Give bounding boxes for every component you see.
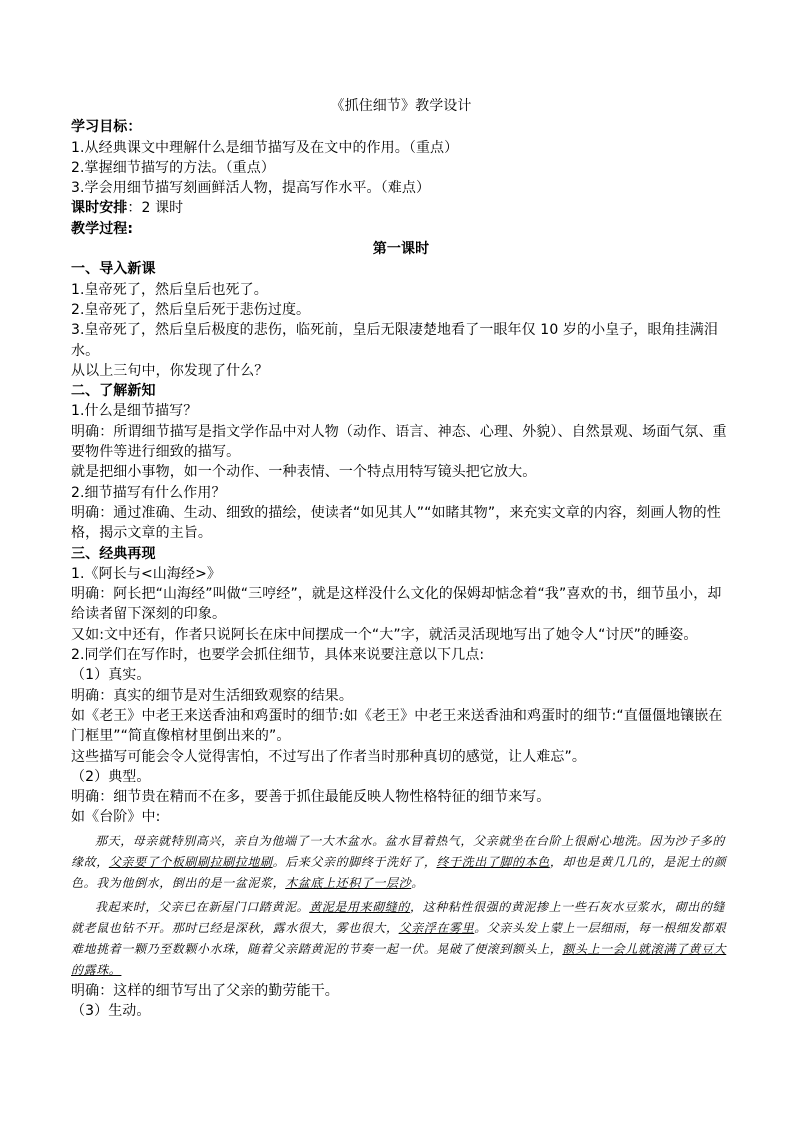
question: 2.细节描写有什么作用？ [71, 484, 226, 501]
goal-item: 2.掌握细节描写的方法。（重点） [71, 159, 275, 176]
quote-underlined-segment: 黄泥是用来砌缝的 [309, 899, 411, 914]
document-page [71, 96, 731, 1021]
example-title: 1.《阿长与<山海经>》 [71, 565, 222, 582]
quote-segment: ，这种粘性很强的黄泥掺上一些石灰水豆浆水，砌出的缝就老鼠也钻不开。那时已经是深秋，露水很大，雾也很大， [71, 899, 726, 935]
answer: 又如:文中还有，作者只说阿长在床中间摆成一个“大”字，就活灵活现地写出了她令人“讨厌”的睡姿。 [71, 626, 698, 643]
goals-heading: 学习目标： [71, 119, 142, 136]
section1-line: 2.皇帝死了，然后皇后死于悲伤过度。 [71, 301, 311, 318]
process-heading: 教学过程: [71, 220, 134, 237]
paragraph: 2.同学们在写作时，也要学会抓住细节，具体来说要注意以下几点: [71, 647, 485, 664]
section2-heading: 二、了解新知 [71, 383, 156, 400]
quote-segment: 我起来时，父亲已在新屋门口踏黄泥。 [95, 899, 310, 914]
schedule-line [71, 198, 731, 218]
lesson-heading: 第一课时 [372, 241, 430, 258]
goal-item: 1.从经典课文中理解什么是细节描写及在文中的作用。（重点） [71, 139, 459, 156]
quote-segment: 那天，母亲就特别高兴，亲自为他端了一大木盆水。盆水冒着热气，父亲就坐在台阶上很耐心地洗。因为沙子多的缘故， [71, 833, 726, 869]
section1-line: 从以上三句中，你发现了什么？ [71, 362, 269, 379]
schedule-label: 课时安排 [71, 200, 128, 217]
quote-underlined-segment: 额头上一会儿就滚满了黄豆大的露珠。 [71, 941, 727, 977]
answer: 明确：所谓细节描写是指文学作品中对人物（动作、语言、神态、心理、外貌）、自然景观、场面气氛、重要物件等进行细致的描写。 [71, 423, 727, 461]
quote-underlined-segment: 终于洗出了脚的本色 [436, 854, 550, 869]
paragraph: 这些描写可能会令人觉得害怕，不过写出了作者当时那种真切的感觉，让人难忘”。 [71, 748, 586, 765]
goal-item: 3.学会用细节描写刻画鲜活人物，提高写作水平。（难点） [71, 180, 431, 197]
quote-segment: ，却也是黄几几的，是泥土的颜色。我为他倒水，倒出的是一盆泥浆， [71, 854, 727, 890]
quote-underlined-segment: 木盆底上还积了一层沙 [285, 875, 412, 890]
quote-paragraph-1 [71, 831, 731, 894]
document-title: 《抓住细节》教学设计 [330, 98, 472, 114]
section1-line: 1.皇帝死了，然后皇后也死了。 [71, 281, 268, 298]
section3-heading: 三、经典再现 [71, 545, 156, 562]
paragraph: 如《老王》中老王来送香油和鸡蛋时的细节:如《老王》中老王来送香油和鸡蛋时的细节:“直僵僵地镶嵌在门框里”“简直像棺材里倒出来的”。 [71, 707, 723, 745]
point-heading: （2）典型。 [71, 768, 151, 785]
quote-underlined-segment: 父亲要了个板刷刷拉刷拉地刷 [108, 854, 273, 869]
answer: 明确：细节贵在精而不在多，要善于抓住最能反映人物性格特征的细节来写。 [71, 789, 551, 806]
answer: 明确：真实的细节是对生活细致观察的结果。 [71, 687, 353, 704]
quote-segment: 。后来父亲的脚终于洗好了， [272, 854, 437, 869]
answer: 就是把细小事物，如一个动作、一种表情、一个特点用特写镜头把它放大。 [71, 464, 537, 481]
point-heading: （1）真实。 [71, 667, 151, 684]
answer: 明确：阿长把“山海经”叫做“三哼经”，就是这样没什么文化的保姆却惦念着“我”喜欢的书，细节虽小，却给读者留下深刻的印象。 [71, 586, 722, 623]
section1-heading: 一、导入新课 [71, 261, 156, 278]
quote-segment: 。 [411, 875, 424, 890]
answer: 明确：这样的细节写出了父亲的勤劳能干。 [71, 982, 339, 999]
point-heading: （3）生动。 [71, 1002, 151, 1019]
question: 1.什么是细节描写？ [71, 403, 198, 420]
quote-underlined-segment: 父亲浮在雾里 [398, 920, 475, 935]
section1-line: 3.皇帝死了，然后皇后极度的悲伤，临死前，皇后无限凄楚地看了一眼年仅 10 岁的小皇子，眼角挂满泪水。 [71, 322, 718, 359]
quote-paragraph-2 [71, 897, 731, 981]
schedule-value: ：2 课时 [127, 200, 184, 217]
paragraph: 如《台阶》中: [71, 809, 161, 826]
answer: 明确：通过准确、生动、细致的描绘，使读者“如见其人”“如睹其物”，来充实文章的内容，刻画人物的性格，揭示文章的主旨。 [71, 504, 721, 542]
quote-segment: 。父亲头发上蒙上一层细雨，每一根细发都艰难地挑着一颗乃至数颗小水珠，随着父亲踏黄泥的节奏一起一伏。晃破了便滚到额头上， [71, 920, 727, 956]
